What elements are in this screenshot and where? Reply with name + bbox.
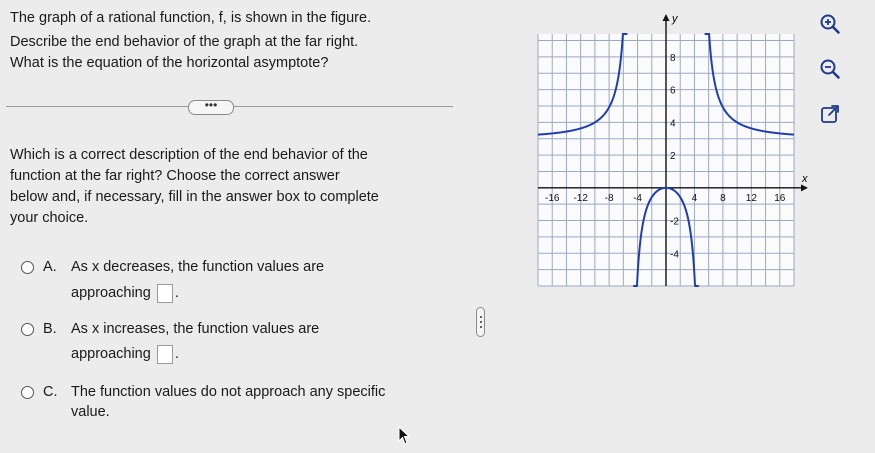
option-a-letter: A.: [43, 259, 57, 275]
option-c-radio[interactable]: [21, 386, 34, 399]
more-button[interactable]: •••: [188, 100, 234, 115]
y-tick-label: -2: [670, 216, 679, 228]
x-tick-label: 12: [745, 192, 757, 204]
option-b-text: As x increases, the function values are: [71, 321, 320, 337]
option-a-radio[interactable]: [21, 261, 34, 274]
x-tick-label: -4: [633, 192, 643, 204]
option-a-line2: [71, 283, 179, 303]
instruction-line-3: below and, if necessary, fill in the answer box to complete: [10, 189, 379, 205]
instruction-line-2: function at the far right? Choose the correct answer: [10, 168, 340, 184]
zoom-in-icon[interactable]: [819, 13, 841, 35]
y-axis-label: y: [672, 13, 678, 25]
y-tick-label: 8: [670, 52, 676, 64]
x-tick-label: 4: [691, 192, 698, 204]
option-b-radio[interactable]: [21, 323, 34, 336]
x-axis-label: x: [802, 172, 808, 185]
x-tick-label: -16: [544, 192, 560, 204]
option-c-letter: C.: [43, 384, 58, 400]
instruction-line-4: your choice.: [10, 210, 89, 226]
y-tick-label: 2: [670, 151, 676, 163]
option-b-approaching: approaching: [71, 346, 151, 362]
external-link-icon[interactable]: [819, 103, 841, 125]
y-axis-arrow: [663, 14, 670, 21]
y-tick-label: -4: [670, 249, 679, 261]
question-line-1: The graph of a rational function, f, is shown in the figure.: [10, 10, 372, 26]
x-axis-arrow: [801, 184, 808, 191]
option-a-answer-box[interactable]: [157, 284, 173, 303]
option-b-answer-box[interactable]: [157, 345, 173, 364]
option-c-line2: value.: [71, 404, 110, 420]
instruction-line-1: Which is a correct description of the end behavior of the: [10, 147, 368, 163]
rational-function-graph: [530, 8, 810, 288]
x-tick-label: -8: [604, 192, 614, 204]
option-a-period: .: [174, 285, 179, 301]
option-c-text: The function values do not approach any specific: [71, 384, 386, 400]
zoom-out-icon[interactable]: [819, 58, 841, 80]
question-line-2: Describe the end behavior of the graph at the far right.: [10, 34, 359, 50]
option-b-line2: [71, 344, 179, 364]
option-a-text: As x decreases, the function values are: [71, 259, 325, 275]
option-b-period: .: [174, 346, 179, 362]
question-line-3: What is the equation of the horizontal asymptote?: [10, 55, 329, 71]
x-tick-label: 16: [774, 192, 786, 204]
option-b-letter: B.: [43, 321, 57, 337]
x-tick-label: -12: [573, 192, 588, 204]
y-tick-label: 6: [670, 85, 676, 97]
panel-resize-handle[interactable]: [476, 307, 485, 337]
option-a-approaching: approaching: [71, 285, 151, 301]
mouse-cursor-icon: [398, 426, 412, 446]
y-tick-label: 4: [670, 118, 676, 130]
x-tick-label: 8: [720, 192, 726, 204]
